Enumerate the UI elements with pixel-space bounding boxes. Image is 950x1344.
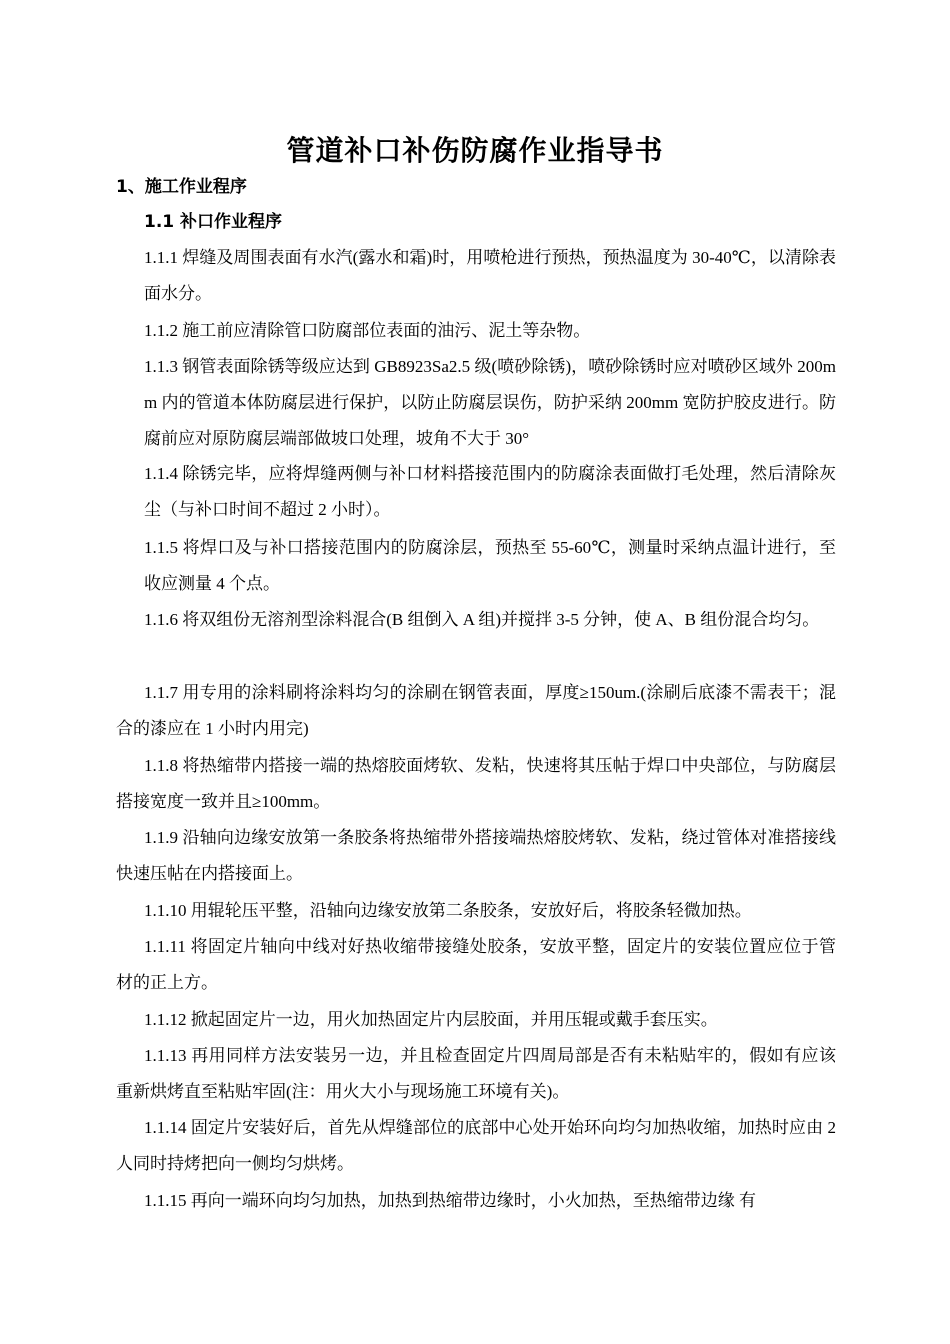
- paragraph-1-1-1: 1.1.1 焊缝及周围表面有水汽(露水和霜)时，用喷枪进行预热，预热温度为 30-40℃，以清除表面水分。: [144, 248, 836, 303]
- section-heading-1: 1、施工作业程序: [116, 177, 247, 197]
- document-title: 管道补口补伤防腐作业指导书: [286, 134, 664, 167]
- section-heading-1-1: 1.1 补口作业程序: [144, 212, 283, 232]
- paragraph-1-1-3: 1.1.3 钢管表面除锈等级应达到 GB8923Sa2.5 级(喷砂除锈)，喷砂除锈时应对喷砂区域外 200mm 内的管道本体防腐层进行保护，以防止防腐层误伤，防护采纳 200mm 宽防护胶皮进行。防腐前应对原防腐层端部做坡口处理，坡角不大于 30°: [144, 357, 836, 448]
- paragraph-1-1-6: 1.1.6 将双组份无溶剂型涂料混合(B 组倒入 A 组)并搅拌 3-5 分钟，使 A、B 组份混合均匀。: [144, 610, 820, 629]
- paragraph-1-1-14: 1.1.14 固定片安装好后，首先从焊缝部位的底部中心处开始环向均匀加热收缩，加热时应由 2 人同时持烤把向一侧均匀烘烤。: [116, 1118, 836, 1173]
- paragraph-1-1-4: 1.1.4 除锈完毕，应将焊缝两侧与补口材料搭接范围内的防腐涂表面做打毛处理，然后清除灰尘（与补口时间不超过 2 小时）。: [144, 464, 836, 519]
- paragraph-1-1-8: 1.1.8 将热缩带内搭接一端的热熔胶面烤软、发粘，快速将其压帖于焊口中央部位，与防腐层搭接宽度一致并且≥100mm。: [116, 756, 836, 811]
- paragraph-1-1-7: 1.1.7 用专用的涂料刷将涂料均匀的涂刷在钢管表面，厚度≥150um.(涂刷后底漆不需表干；混合的漆应在 1 小时内用完): [116, 683, 836, 738]
- paragraph-1-1-15: 1.1.15 再向一端环向均匀加热，加热到热缩带边缘时，小火加热，至热缩带边缘 有: [144, 1191, 756, 1210]
- paragraph-1-1-9: 1.1.9 沿轴向边缘安放第一条胶条将热缩带外搭接端热熔胶烤软、发粘，绕过管体对准搭接线快速压帖在内搭接面上。: [116, 828, 836, 883]
- paragraph-1-1-11: 1.1.11 将固定片轴向中线对好热收缩带接缝处胶条，安放平整，固定片的安装位置应位于管材的正上方。: [116, 937, 836, 992]
- paragraph-1-1-10: 1.1.10 用辊轮压平整，沿轴向边缘安放第二条胶条，安放好后，将胶条轻微加热。: [144, 901, 752, 920]
- paragraph-1-1-2: 1.1.2 施工前应清除管口防腐部位表面的油污、泥土等杂物。: [144, 321, 591, 340]
- paragraph-1-1-12: 1.1.12 掀起固定片一边，用火加热固定片内层胶面，并用压辊或戴手套压实。: [144, 1010, 718, 1029]
- paragraph-1-1-13: 1.1.13 再用同样方法安装另一边，并且检查固定片四周局部是否有未粘贴牢的，假如有应该重新烘烤直至粘贴牢固(注：用火大小与现场施工环境有关)。: [116, 1046, 836, 1101]
- paragraph-1-1-5: 1.1.5 将焊口及与补口搭接范围内的防腐涂层，预热至 55-60℃，测量时采纳点温计进行，至收应测量 4 个点。: [144, 538, 836, 593]
